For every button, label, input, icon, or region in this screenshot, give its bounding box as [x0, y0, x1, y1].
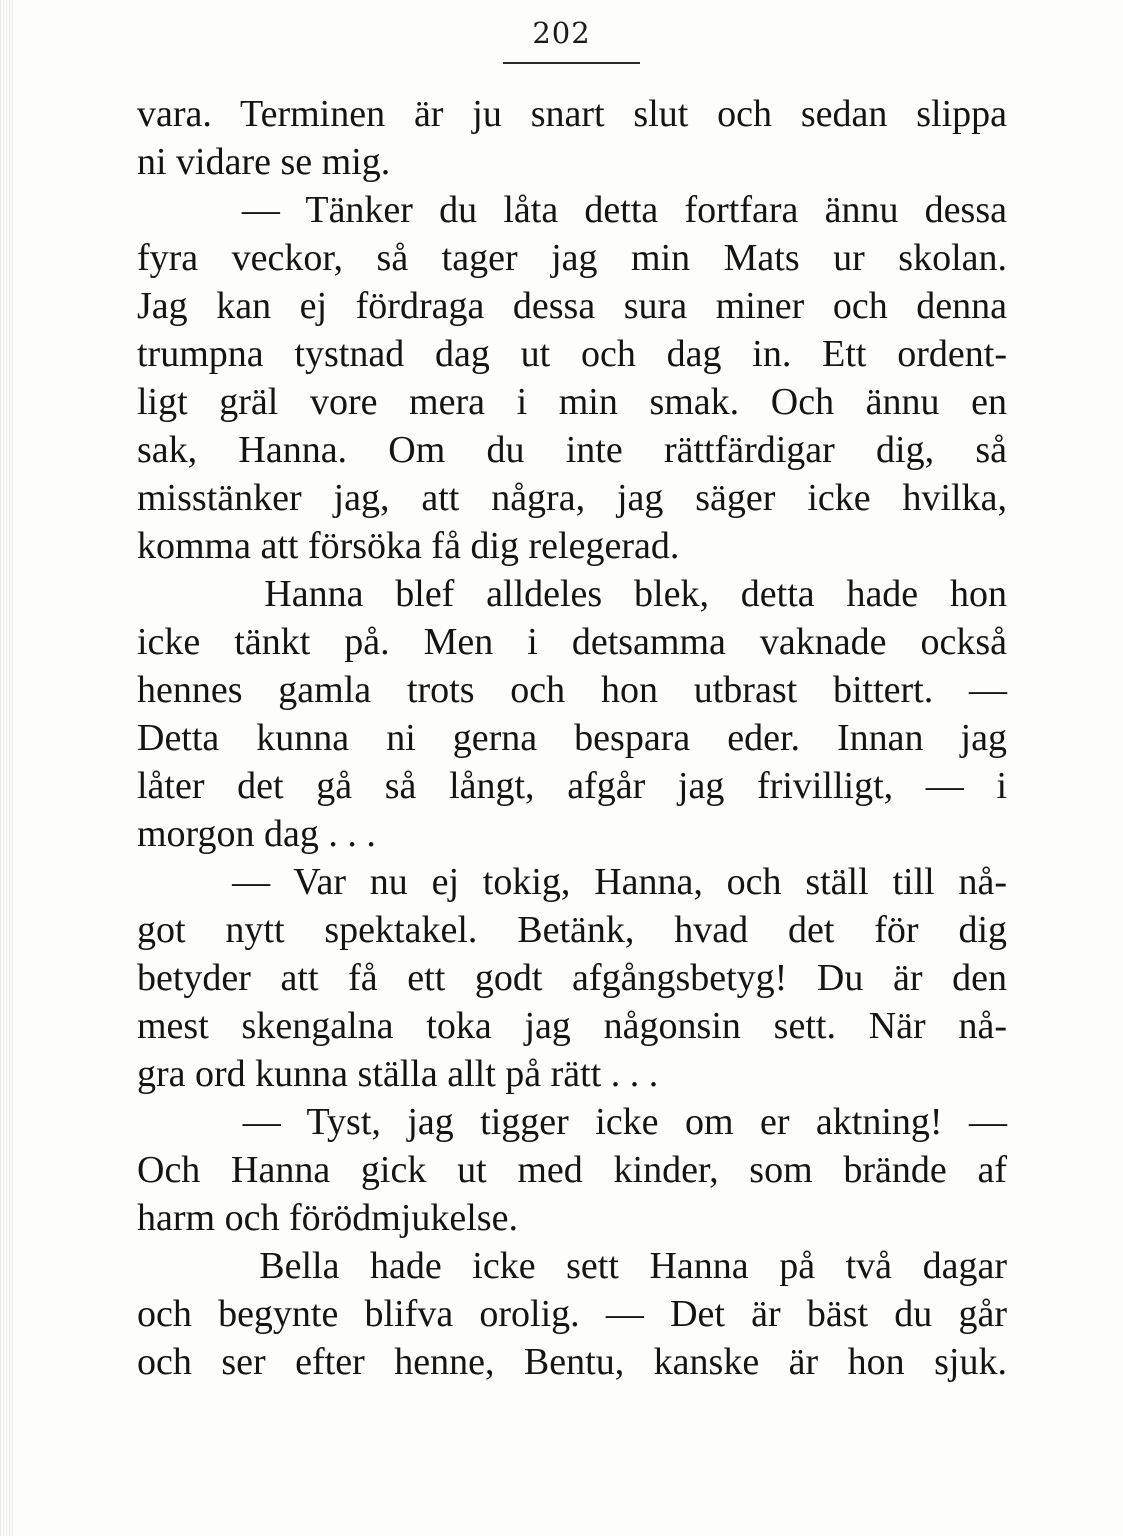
- text-line: misstänker jag, att några, jag säger icke hvilka,: [137, 477, 1007, 519]
- text-line: Och Hanna gick ut med kinder, som brände af: [137, 1149, 1007, 1191]
- text-line: hennes gamla trots och hon utbrast bittert. —: [137, 669, 1007, 711]
- text-line: Hanna blef alldeles blek, detta hade hon: [137, 573, 1007, 615]
- text-line: komma att försöka få dig relegerad.: [137, 525, 680, 567]
- page-number: 202: [532, 16, 591, 50]
- text-line: ligt gräl vore mera i min smak. Och ännu en: [137, 381, 1007, 423]
- page-binding-edge: [0, 0, 14, 1536]
- text-line: harm och förödmjukelse.: [137, 1197, 518, 1239]
- text-line: — Tyst, jag tigger icke om er aktning! —: [137, 1101, 1007, 1143]
- text-line: fyra veckor, så tager jag min Mats ur skolan.: [137, 237, 1007, 279]
- text-line: Bella hade icke sett Hanna på två dagar: [137, 1245, 1007, 1287]
- text-line: got nytt spektakel. Betänk, hvad det för dig: [137, 909, 1007, 951]
- text-line: — Tänker du låta detta fortfara ännu dessa: [137, 189, 1007, 231]
- text-line: låter det gå så långt, afgår jag frivilligt, — i: [137, 765, 1007, 807]
- page-number-rule: [503, 62, 640, 64]
- text-line: betyder att få ett godt afgångsbetyg! Du är den: [137, 957, 1007, 999]
- text-line: sak, Hanna. Om du inte rättfärdigar dig, så: [137, 429, 1007, 471]
- text-line: icke tänkt på. Men i detsamma vaknade också: [137, 621, 1007, 663]
- text-line: trumpna tystnad dag ut och dag in. Ett ordent-: [137, 333, 1007, 375]
- text-line: ni vidare se mig.: [137, 141, 391, 183]
- text-line: mest skengalna toka jag någonsin sett. När nå-: [137, 1005, 1007, 1047]
- text-line: — Var nu ej tokig, Hanna, och ställ till nå-: [137, 861, 1007, 903]
- text-line: Jag kan ej fördraga dessa sura miner och denna: [137, 285, 1007, 327]
- text-line: morgon dag . . .: [137, 813, 376, 855]
- text-line: gra ord kunna ställa allt på rätt . . .: [137, 1053, 659, 1095]
- text-line: vara. Terminen är ju snart slut och sedan slippa: [137, 93, 1007, 135]
- text-line: och ser efter henne, Bentu, kanske är hon sjuk.: [137, 1341, 1007, 1383]
- text-line: och begynte blifva orolig. — Det är bäst du går: [137, 1293, 1007, 1335]
- text-line: Detta kunna ni gerna bespara eder. Innan jag: [137, 717, 1007, 759]
